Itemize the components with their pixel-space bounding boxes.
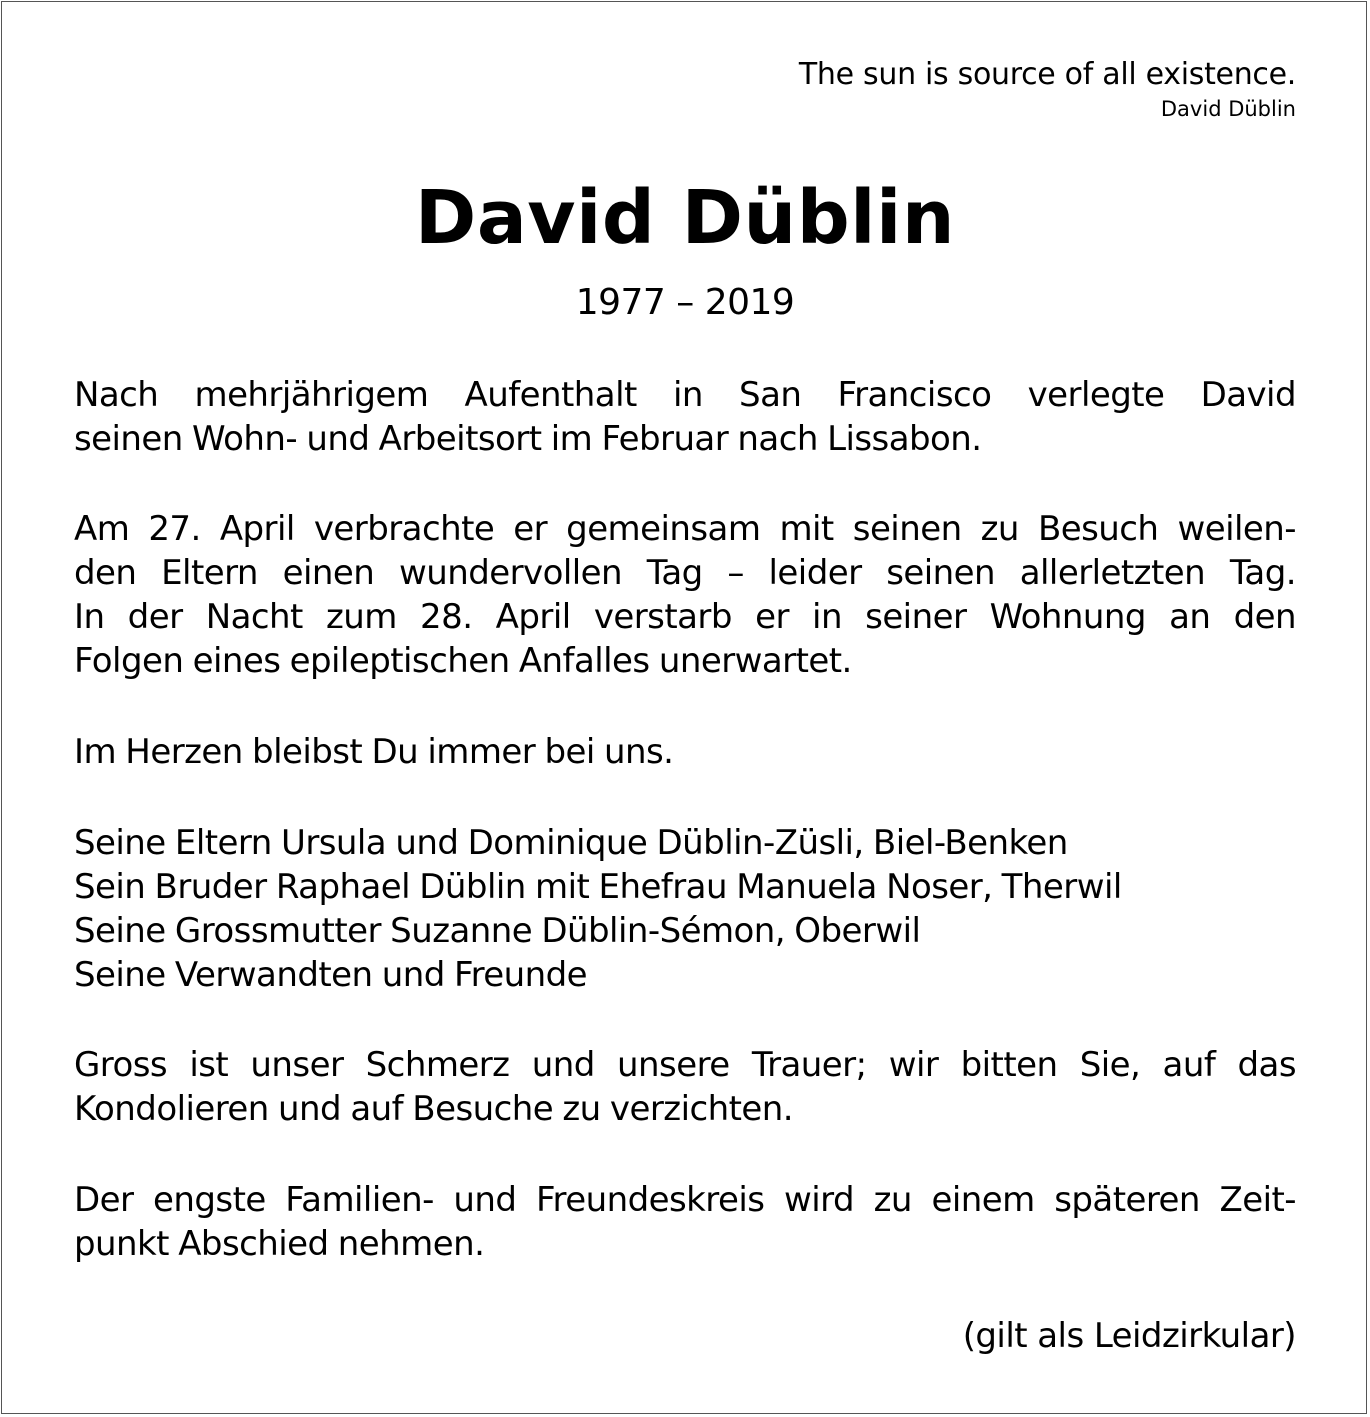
text-line: Folgen eines epileptischen Anfalles unerwartet. [74,641,852,681]
paragraph-relocation [74,373,1296,461]
life-dates: 1977 – 2019 [575,282,795,323]
text-line: den Eltern einen wundervollen Tag – leider seinen allerletzten Tag. [74,553,1296,593]
deceased-name: David Düblin [414,175,956,261]
text-line: Gross ist unser Schmerz und unsere Trauer; wir bitten Sie, auf das [74,1045,1296,1085]
paragraph-remembrance [74,730,1296,774]
epigraph-quote: The sun is source of all existence. [798,57,1296,92]
mourner-line: Sein Bruder Raphael Düblin mit Ehefrau Manuela Noser, Therwil [74,867,1122,907]
mourner-line: Seine Verwandten und Freunde [74,955,588,995]
text-line: Der engste Familien- und Freundeskreis wird zu einem späteren Zeit- [74,1180,1296,1220]
epigraph [799,56,1296,122]
text-line: Kondolieren und auf Besuche zu verzichten. [74,1089,794,1129]
paragraph-death [74,507,1296,683]
text-line: Im Herzen bleibst Du immer bei uns. [74,732,674,772]
text-line: Nach mehrjährigem Aufenthalt in San Francisco verlegte David [74,375,1296,415]
paragraph-condolences [74,1043,1296,1131]
text-line: Am 27. April verbrachte er gemeinsam mit seinen zu Besuch weilen- [74,509,1296,549]
epigraph-author: David Düblin [1160,97,1296,121]
closing-note: (gilt als Leidzirkular) [962,1316,1296,1356]
mourners-list [74,821,1296,997]
text-line: punkt Abschied nehmen. [74,1224,485,1264]
mourner-line: Seine Eltern Ursula und Dominique Düblin-Züsli, Biel-Benken [74,823,1068,863]
text-line: seinen Wohn- und Arbeitsort im Februar nach Lissabon. [74,419,982,459]
paragraph-farewell [74,1178,1296,1266]
text-line: In der Nacht zum 28. April verstarb er in seiner Wohnung an den [74,597,1296,637]
mourner-line: Seine Grossmutter Suzanne Düblin-Sémon, Oberwil [74,911,921,951]
